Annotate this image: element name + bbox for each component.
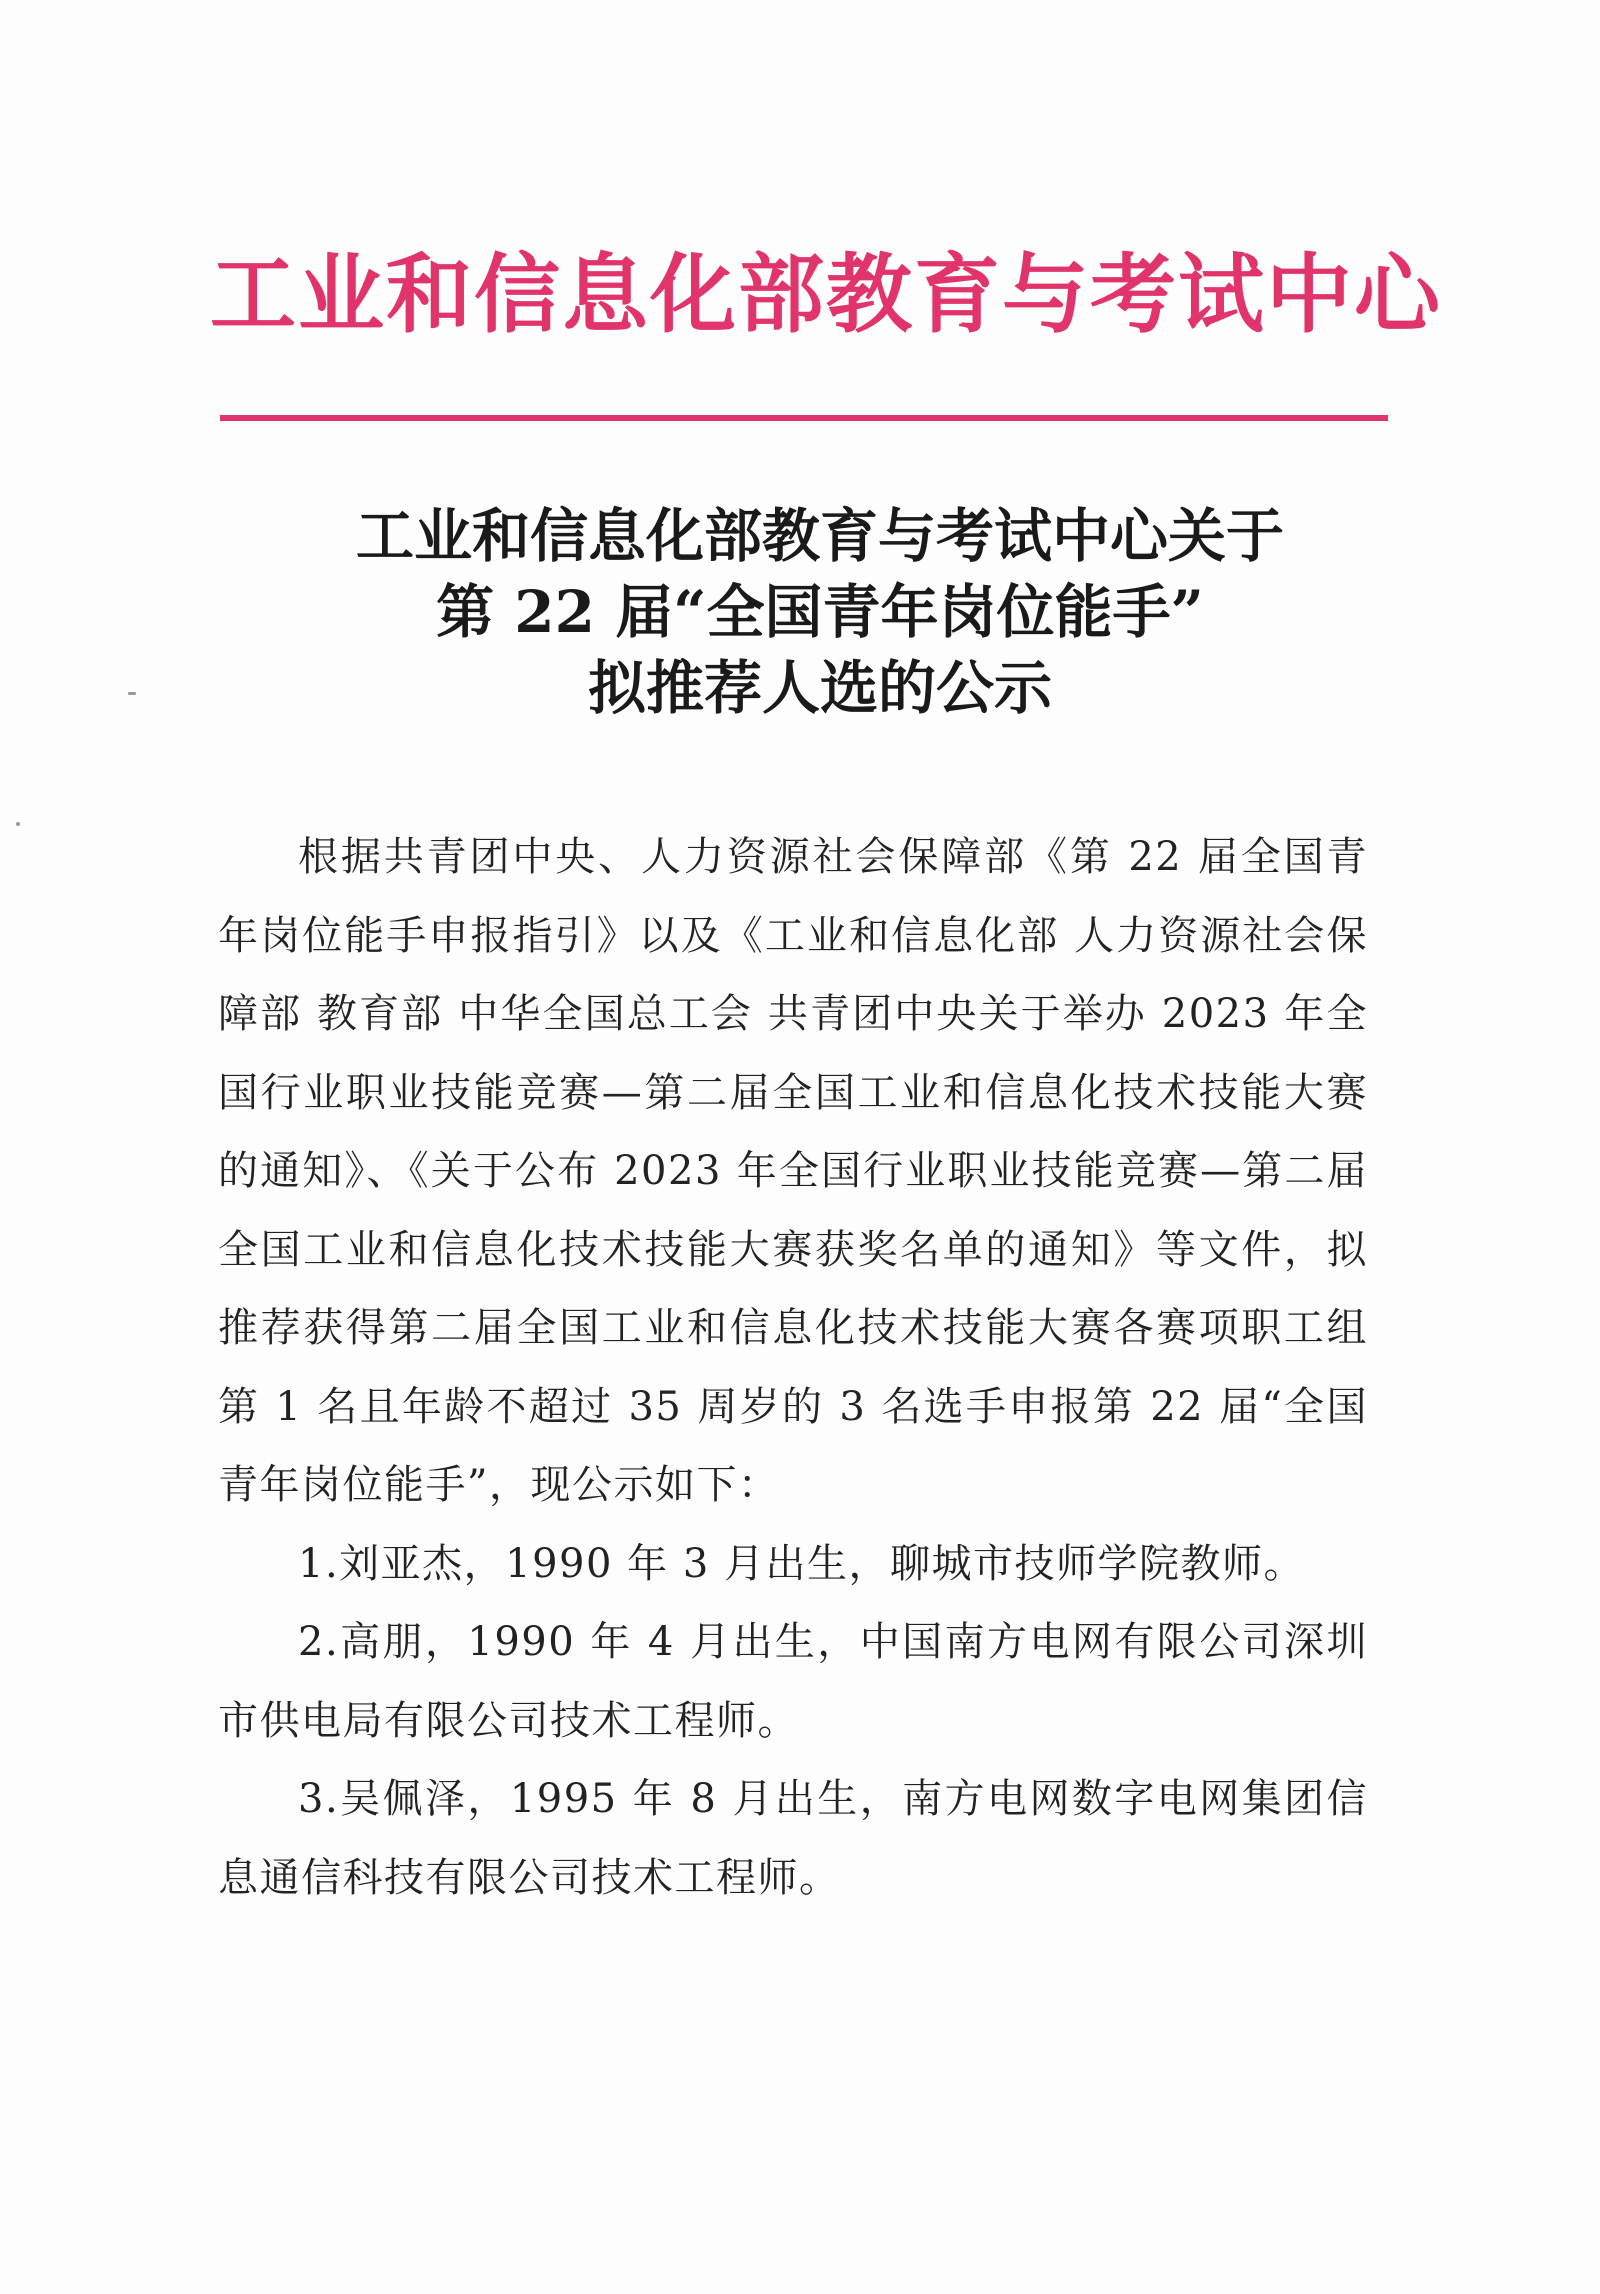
letterhead-title: 工业和信息化部教育与考试中心 [210, 244, 1442, 345]
candidate-item-1: 1.刘亚杰，1990 年 3 月出生，聊城市技师学院教师。 [298, 1540, 1306, 1587]
scan-speck [128, 692, 136, 695]
intro-paragraph: 根据共青团中央、人力资源社会保障部《第 22 届全国青年岗位能手申报指引》以及《工业和信息化部 人力资源社会保障部 教育部 中华全国总工会 共青团中央关于举办 2023 年全国行业职业技能竞赛—第二届全国工业和信息化技术技能大赛的通知》、《关于公布 2023 年全国行业职业技能竞赛—第二届全国工业和信息化技术技能大赛获奖名单的通知》等文件，拟推荐获得第二届全国工业和信息化技术技能大赛各赛项职工组第 1 名且年龄不超过 35 周岁的 3 名选手申报第 22 届“全国青年岗位能手”，现公示如下： [218, 834, 1368, 1508]
title-line-2: 第 22 届“全国青年岗位能手” [436, 578, 1204, 646]
title-line-3: 拟推荐人选的公示 [587, 654, 1052, 722]
scan-speck [16, 822, 20, 826]
red-divider-line [220, 415, 1388, 421]
document-title [200, 498, 1440, 726]
title-line-1: 工业和信息化部教育与考试中心关于 [355, 502, 1284, 570]
candidate-item-2: 2.高朋，1990 年 4 月出生，中国南方电网有限公司深圳市供电局有限公司技术工程师。 [218, 1619, 1368, 1744]
document-body [218, 818, 1368, 1917]
candidate-item-3: 3.吴佩泽，1995 年 8 月出生，南方电网数字电网集团信息通信科技有限公司技术工程师。 [218, 1776, 1368, 1901]
